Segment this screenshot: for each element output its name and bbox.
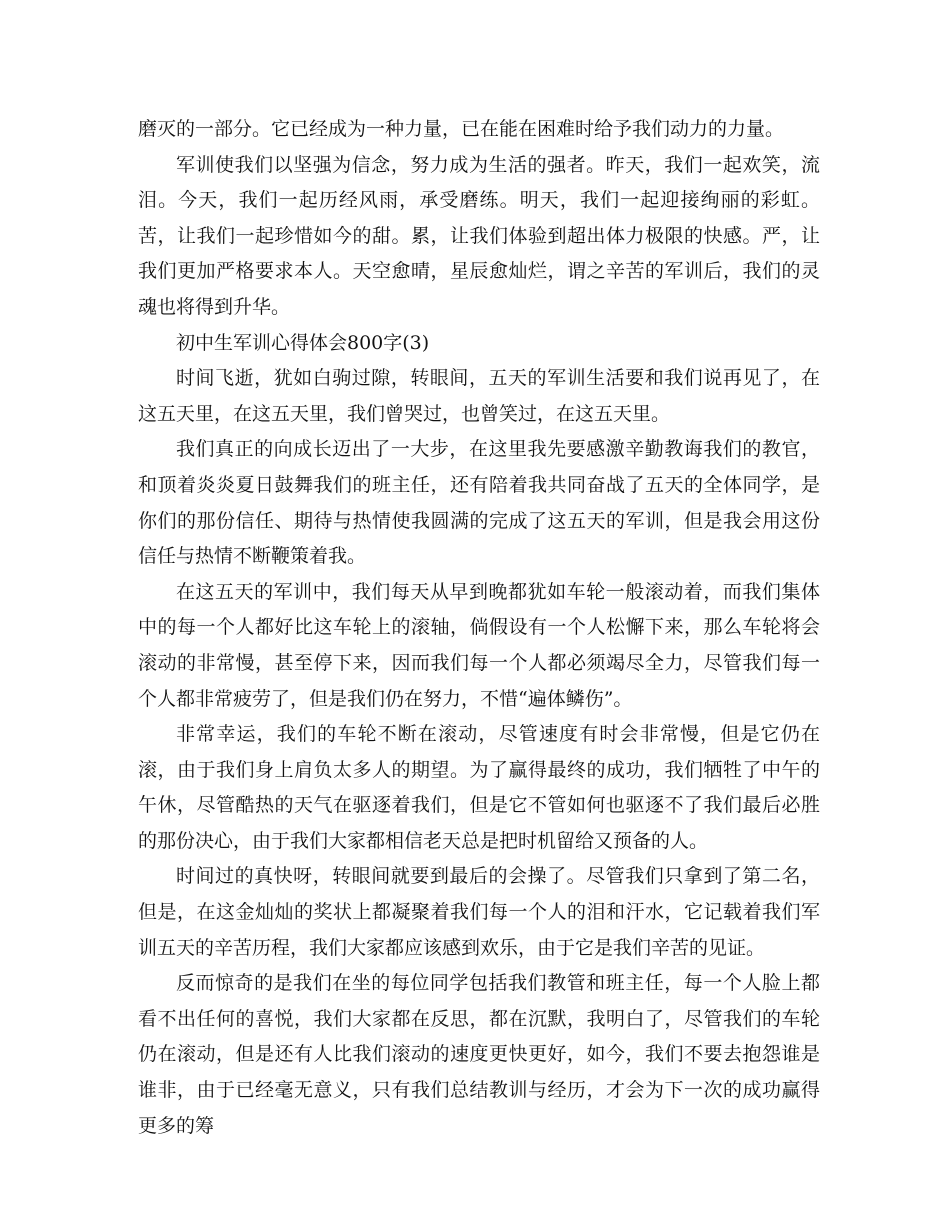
paragraph-reflection: 反而惊奇的是我们在坐的每位同学包括我们教管和班主任，每一个人脸上都看不出任何的喜悦，我们大家都在反思，都在沉默，我明白了，尽管我们的车轮仍在滚动，但是还有人比我们滚动的速度更快更好，如今，我们不要去抱怨谁是谁非，由于已经毫无意义，只有我们总结教训与经历，才会为下一次的成功赢得更多的筹 <box>138 972 820 1137</box>
paragraph-time-flies: 时间飞逝，犹如白驹过隙，转眼间，五天的军训生活要和我们说再见了，在这五天里，在这五天里，我们曾哭过，也曾笑过，在这五天里。 <box>138 367 820 425</box>
paragraph-military-training-belief: 军训使我们以坚强为信念，努力成为生活的强者。昨天，我们一起欢笑，流泪。今天，我们一起历经风雨，承受磨练。明天，我们一起迎接绚丽的彩虹。苦，让我们一起珍惜如今的甜。累，让我们体验到超出体力极限的快感。严，让我们更加严格要求本人。天空愈晴，星辰愈灿烂，谓之辛苦的军训后，我们的灵魂也将得到升华。 <box>138 153 820 318</box>
paragraph-growth-gratitude: 我们真正的向成长迈出了一大步，在这里我先要感激辛勤教诲我们的教官，和顶着炎炎夏日鼓舞我们的班主任，还有陪着我共同奋战了五天的全体同学，是你们的那份信任、期待与热情使我圆满的完成了这五天的军训，但是我会用这份信任与热情不断鞭策着我。 <box>138 438 820 568</box>
paragraph-wheel-metaphor: 在这五天的军训中，我们每天从早到晚都犹如车轮一般滚动着，而我们集体中的每一个人都好比这车轮上的滚轴，倘假设有一个人松懈下来，那么车轮将会滚动的非常慢，甚至停下来，因而我们每一个人都必须竭尽全力，尽管我们每一个人都非常疲劳了，但是我们仍在努力，不惜“遍体鳞伤”。 <box>138 580 820 710</box>
paragraph-final-drill: 时间过的真快呀，转眼间就要到最后的会操了。尽管我们只拿到了第二名，但是，在这金灿灿的奖状上都凝聚着我们每一个人的泪和汗水，它记载着我们军训五天的辛苦历程，我们大家都应该感到欢乐，由于它是我们辛苦的见证。 <box>138 865 820 959</box>
paragraph-continuation: 磨灭的一部分。它已经成为一种力量，已在能在困难时给予我们动力的力量。 <box>138 118 785 140</box>
paragraph-fortunate: 非常幸运，我们的车轮不断在滚动，尽管速度有时会非常慢，但是它仍在滚，由于我们身上肩负太多人的期望。为了赢得最终的成功，我们牺牲了中午的午休，尽管酷热的天气在驱逐着我们，但是它不管如何也驱逐不了我们最后必胜的那份决心，由于我们大家都相信老天总是把时机留给又预备的人。 <box>138 723 820 852</box>
section-heading: 初中生军训心得体会800字(3) <box>176 331 430 354</box>
